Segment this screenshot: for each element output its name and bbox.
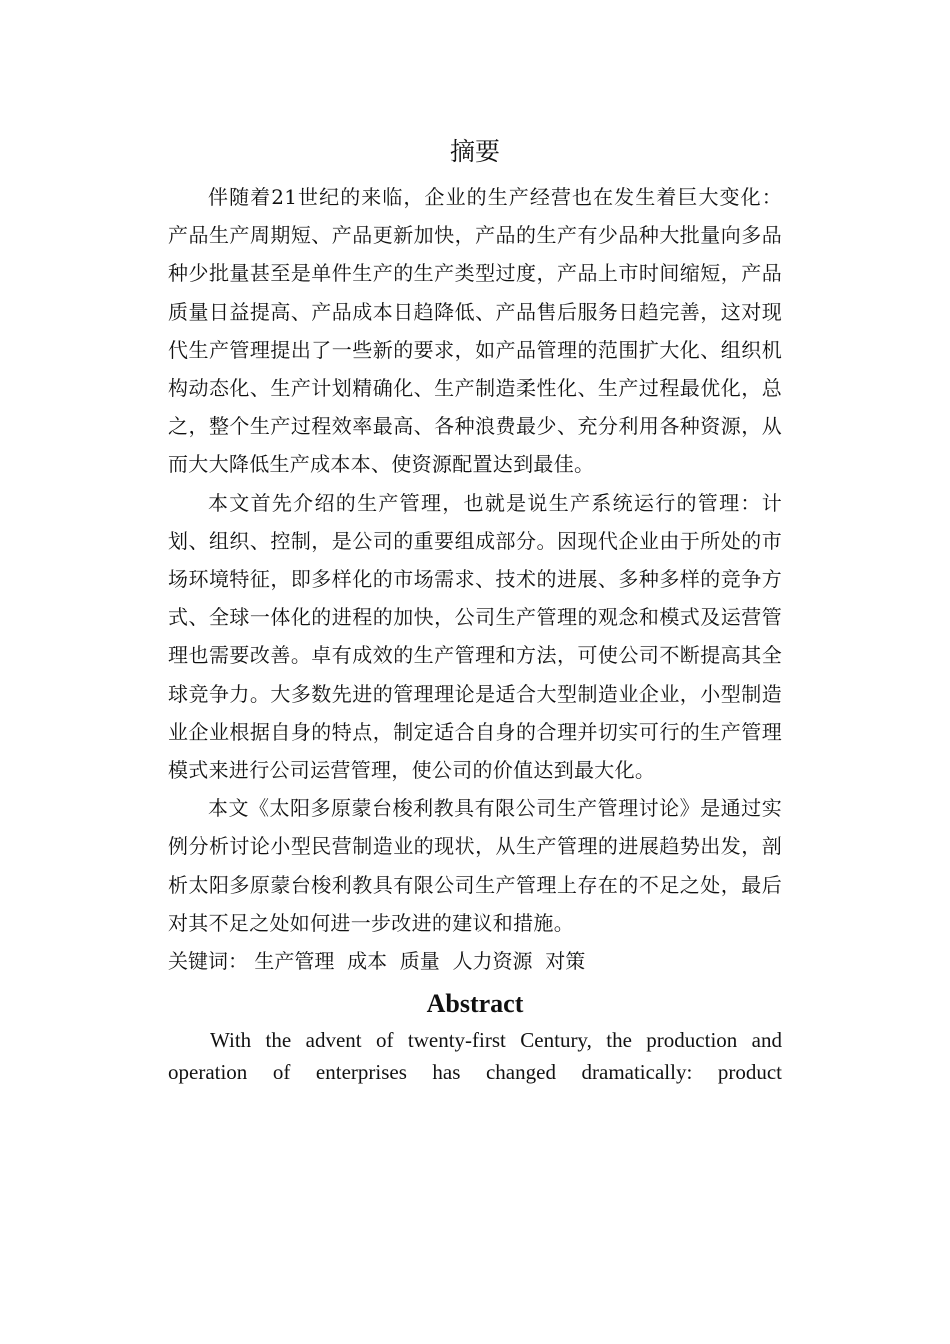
document-page <box>168 132 782 1088</box>
abstract-title-en: Abstract <box>426 989 524 1019</box>
abstract-paragraph-en: With the advent of twenty-first Century, the production and operation of enterprises has changed dramatically: product <box>168 1028 782 1085</box>
abstract-paragraph-2: 本文首先介绍的生产管理，也就是说生产系统运行的管理：计划、组织、控制，是公司的重要组成部分。因现代企业由于所处的市场环境特征，即多样化的市场需求、技术的进展、多种多样的竞争方式、全球一体化的进程的加快，公司生产管理的观念和模式及运营管理也需要改善。卓有成效的生产管理和方法，可使公司不断提高其全球竞争力。大多数先进的管理理论是适合大型制造业企业，小型制造业企业根据自身的特点，制定适合自身的合理并切实可行的生产管理模式来进行公司运营管理，使公司的价值达到最大化。 <box>168 490 782 783</box>
abstract-paragraph-3: 本文《太阳多原蒙台梭利教具有限公司生产管理讨论》是通过实例分析讨论小型民营制造业的现状，从生产管理的进展趋势出发，剖析太阳多原蒙台梭利教具有限公司生产管理上存在的不足之处，最后对其不足之处如何进一步改进的建议和措施。 <box>168 796 782 935</box>
keywords-list: 生产管理 成本 质量 人力资源 对策 <box>254 949 586 974</box>
keywords-label: 关键词： <box>168 949 248 974</box>
keywords-line <box>168 942 782 980</box>
abstract-paragraph-1: 伴随着21世纪的来临，企业的生产经营也在发生着巨大变化：产品生产周期短、产品更新加快，产品的生产有少品种大批量向多品种少批量甚至是单件生产的生产类型过度，产品上市时间缩短，产品质量日益提高、产品成本日趋降低、产品售后服务日趋完善，这对现代生产管理提出了一些新的要求，如产品管理的范围扩大化、组织机构动态化、生产计划精确化、生产制造柔性化、生产过程最优化，总之，整个生产过程效率最高、各种浪费最少、充分利用各种资源，从而大大降低生产成本本、使资源配置达到最佳。 <box>168 185 782 477</box>
abstract-title-cn: 摘要 <box>449 137 500 166</box>
